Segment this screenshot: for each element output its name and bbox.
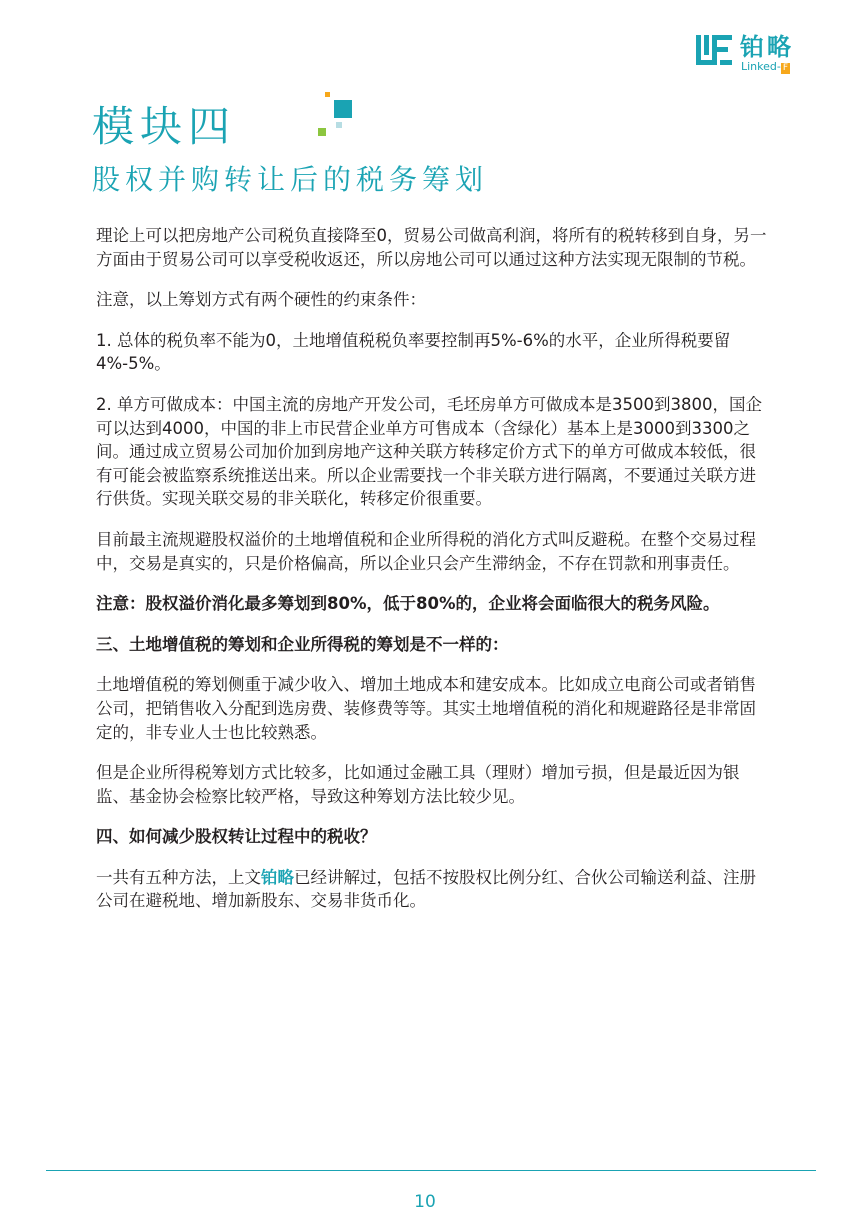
paragraph: 理论上可以把房地产公司税负直接降至0，贸易公司做高利润，将所有的税转移到自身，另一方面由于贸易公司可以享受税收返还，所以房地公司可以通过这种方法实现无限制的节税。 <box>96 226 767 269</box>
section-heading: 四、如何减少股权转让过程中的税收？ <box>96 827 377 847</box>
article-body <box>96 224 768 930</box>
logo-mark-icon <box>694 33 736 71</box>
footer-divider <box>46 1170 816 1171</box>
paragraph: 2. 单方可做成本：中国主流的房地产开发公司，毛坯房单方可做成本是3500到3800，国企可以达到4000，中国的非上市民营企业单方可售成本（含绿化）基本上是3000到3300之间。通过成立贸易公司加价加到房地产这种关联方转移定价方式下的单方可做成本较低，很有可能会被监察系统推送出来。所以企业需要找一个非关联方进行隔离，不要通过关联方进行供货。实现关联交易的非关联化，转移定价很重要。 <box>96 394 762 509</box>
paragraph: 但是企业所得税筹划方式比较多，比如通过金融工具（理财）增加亏损，但是最近因为银监、基金协会检察比较严格，导致这种筹划方法比较少见。 <box>96 763 740 806</box>
decorative-squares-icon <box>318 92 368 142</box>
bold-note: 注意：股权溢价消化最多筹划到80%，低于80%的，企业将会面临很大的税务风险。 <box>96 594 720 614</box>
logo-f-badge: F <box>782 63 789 73</box>
module-subtitle: 股权并购转让后的税务筹划 <box>92 163 489 196</box>
paragraph: 一共有五种方法，上文铂略已经讲解过，包括不按股权比例分红、合伙公司输送利益、注册公司在避税地、增加新股东、交易非货币化。 <box>96 867 756 911</box>
logo-english-name: Linked- F <box>741 60 789 73</box>
logo-chinese-name: 铂略 <box>740 33 794 61</box>
module-title: 模块四 <box>92 102 237 151</box>
paragraph: 注意，以上筹划方式有两个硬性的约束条件： <box>96 290 426 310</box>
brand-highlight: 铂略 <box>261 867 294 887</box>
paragraph: 1. 总体的税负率不能为0，土地增值税税负率要控制再5%-6%的水平，企业所得税要留4%-5%。 <box>96 330 731 374</box>
page-number: 10 <box>414 1192 436 1212</box>
paragraph: 土地增值税的筹划侧重于减少收入、增加土地成本和建安成本。比如成立电商公司或者销售公司，把销售收入分配到选房费、装修费等等。其实土地增值税的消化和规避路径是非常固定的，非专业人士也比较熟悉。 <box>96 675 756 742</box>
paragraph: 目前最主流规避股权溢价的土地增值税和企业所得税的消化方式叫反避税。在整个交易过程中，交易是真实的，只是价格偏高，所以企业只会产生滞纳金，不存在罚款和刑事责任。 <box>96 529 756 573</box>
section-heading: 三、土地增值税的筹划和企业所得税的筹划是不一样的： <box>96 634 509 654</box>
linked-f-logo <box>694 33 814 73</box>
